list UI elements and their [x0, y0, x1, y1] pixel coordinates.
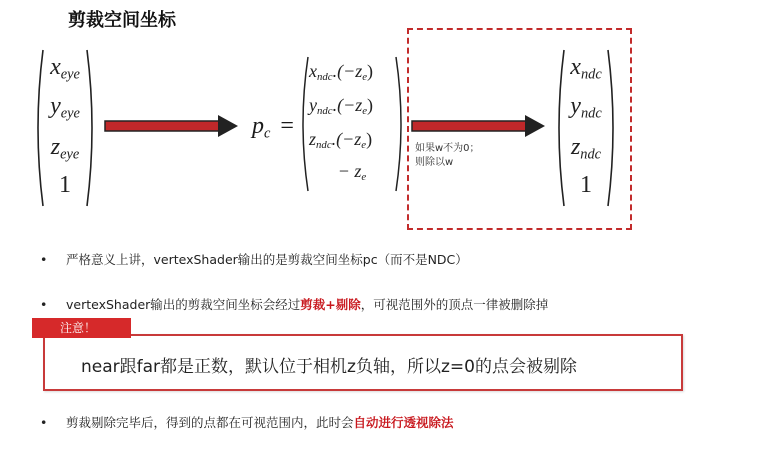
division-note-line2: 则除以w: [415, 157, 454, 168]
eye-x: $x_{eye}$: [50, 54, 80, 83]
notice-box: [43, 334, 683, 391]
highlight-text: 剪裁+剔除: [300, 297, 361, 312]
pc-label: pc =: [252, 113, 294, 142]
notice-text: near跟far都是正数，默认位于相机z负轴，所以z=0的点会被剔除: [81, 357, 577, 377]
bullet-clip-output: [40, 250, 468, 268]
clip-coordinate-vector: [297, 55, 407, 193]
eye-w: 1: [59, 172, 71, 198]
notice-tag: 注意！: [32, 318, 131, 338]
ndc-z: $z_{ndc}$: [570, 134, 602, 163]
transform-arrow: [104, 114, 240, 138]
page-title: 剪裁空间坐标: [68, 10, 176, 31]
eye-z: $z_{eye}$: [50, 134, 80, 163]
ndc-y: $y_{ndc}$: [570, 93, 602, 122]
clip-y: $y_{ndc}.(-z_e)$: [309, 95, 374, 118]
clip-x: $x_{ndc}.(-z_e)$: [309, 61, 374, 84]
bullet-text: 严格意义上讲，vertexShader输出的是剪裁空间坐标pc（而不是NDC）: [66, 252, 468, 267]
bullet-dot: •: [40, 252, 48, 267]
ndc-w: 1: [580, 172, 592, 198]
bullet-dot: •: [40, 297, 48, 312]
clip-z: $z_{ndc}.(-z_e)$: [309, 129, 373, 152]
highlight-text: 自动进行透视除法: [353, 415, 454, 430]
ndc-x: $x_{ndc}$: [570, 54, 602, 83]
eye-coordinate-vector: [32, 48, 98, 208]
bullet-text: ，可视范围外的顶点一律被删除掉: [360, 297, 549, 312]
division-note-line1: 如果w不为0；: [415, 143, 480, 154]
bullet-text: vertexShader输出的剪裁空间坐标会经过: [66, 297, 301, 312]
clip-w: − $z_e$: [337, 161, 367, 184]
ndc-coordinate-vector: [553, 48, 619, 208]
bullet-clipping-culling: [40, 295, 548, 313]
eye-y: $y_{eye}$: [50, 93, 80, 122]
division-note: [415, 142, 480, 170]
division-arrow: [411, 114, 547, 138]
bullet-perspective-division: [40, 413, 454, 431]
bullet-text: 剪裁剔除完毕后，得到的点都在可视范围内，此时会: [66, 415, 354, 430]
bullet-dot: •: [40, 415, 48, 430]
